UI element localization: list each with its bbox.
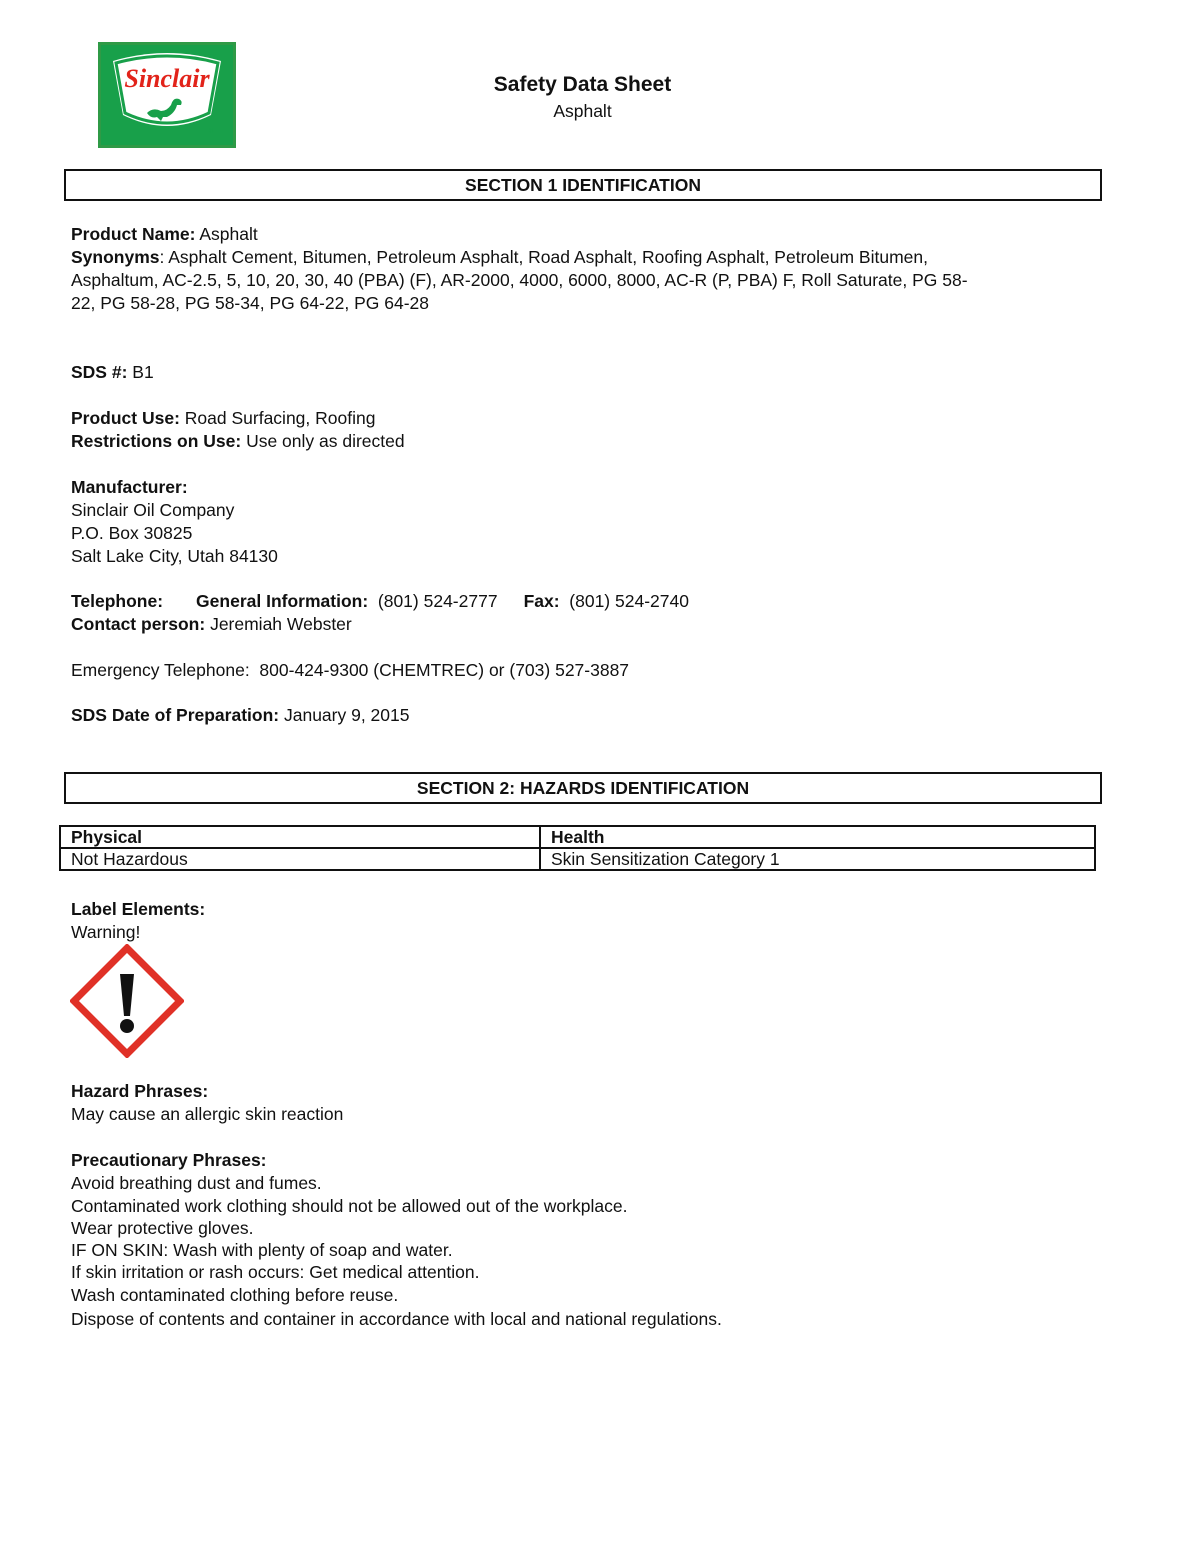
- table-cell-health: Skin Sensitization Category 1: [540, 848, 1095, 870]
- precautionary-phrase: Contaminated work clothing should not be allowed out of the workplace.: [71, 1196, 628, 1216]
- svg-text:®: ®: [208, 127, 215, 135]
- exclamation-mark-ghs-icon: [70, 944, 184, 1058]
- synonyms-row-1: [71, 246, 928, 269]
- section1-heading: SECTION 1 IDENTIFICATION: [64, 169, 1102, 201]
- sds-number-value: B1: [132, 362, 154, 382]
- emergency-phone: 800-424-9300 (CHEMTREC) or (703) 527-3887: [259, 660, 630, 680]
- precautionary-phrase: If skin irritation or rash occurs: Get medical attention.: [71, 1262, 480, 1282]
- synonyms-label: Synonyms: [71, 247, 160, 267]
- label-elements-label: Label Elements:: [71, 899, 206, 919]
- product-use-row: [71, 407, 375, 430]
- hazard-classification-table: [59, 825, 1096, 871]
- manufacturer-name: Sinclair Oil Company: [71, 500, 235, 520]
- contact-name: Jeremiah Webster: [210, 614, 352, 634]
- table-header-row: [60, 826, 1095, 848]
- fax-number: (801) 524-2740: [569, 591, 689, 611]
- table-header-health: Health: [540, 826, 1095, 848]
- product-use-label: Product Use:: [71, 408, 180, 428]
- table-header-physical: Physical: [60, 826, 540, 848]
- contact-row: [71, 613, 352, 636]
- contact-label: Contact person:: [71, 614, 206, 634]
- hazard-phrases-label: Hazard Phrases:: [71, 1081, 209, 1101]
- precautionary-phrase: Avoid breathing dust and fumes.: [71, 1173, 322, 1193]
- product-name-row: [71, 223, 258, 246]
- telephone-row: [71, 590, 689, 613]
- sds-number-label: SDS #:: [71, 362, 128, 382]
- precautionary-phrase: Wear protective gloves.: [71, 1218, 254, 1238]
- manufacturer-label: Manufacturer:: [71, 477, 188, 497]
- synonyms-line-2: Asphaltum, AC-2.5, 5, 10, 20, 30, 40 (PBA) (F), AR-2000, 4000, 6000, 8000, AC-R (P, PBA) F, Roll Saturate, PG 58-: [71, 270, 968, 290]
- synonyms-line-1: : Asphalt Cement, Bitumen, Petroleum Asphalt, Road Asphalt, Roofing Asphalt, Petroleum Bitumen,: [159, 247, 928, 267]
- product-name-value: Asphalt: [199, 224, 258, 244]
- hazard-phrase: May cause an allergic skin reaction: [71, 1104, 344, 1124]
- precautionary-phrase: IF ON SKIN: Wash with plenty of soap and water.: [71, 1240, 453, 1260]
- prep-date-value: January 9, 2015: [283, 705, 410, 725]
- telephone-label: Telephone:: [71, 591, 164, 611]
- precautionary-phrase: Wash contaminated clothing before reuse.: [71, 1285, 399, 1305]
- general-info-label: General Information:: [196, 591, 369, 611]
- section2-heading: SECTION 2: HAZARDS IDENTIFICATION: [64, 772, 1102, 804]
- manufacturer-address-1: P.O. Box 30825: [71, 523, 193, 543]
- document-title: Safety Data Sheet: [493, 73, 672, 96]
- prep-date-row: [71, 704, 410, 727]
- prep-date-label: SDS Date of Preparation:: [71, 705, 280, 725]
- synonyms-line-3: 22, PG 58-28, PG 58-34, PG 64-22, PG 64-28: [71, 293, 429, 313]
- manufacturer-address-2: Salt Lake City, Utah 84130: [71, 546, 278, 566]
- precautionary-phrase: Dispose of contents and container in accordance with local and national regulations.: [71, 1309, 722, 1329]
- table-row: [60, 848, 1095, 870]
- product-use-value: Road Surfacing, Roofing: [184, 408, 376, 428]
- restrictions-row: [71, 430, 405, 453]
- logo-wordmark: Sinclair: [124, 64, 210, 93]
- table-cell-physical: Not Hazardous: [60, 848, 540, 870]
- sds-number-row: [71, 361, 154, 384]
- restrictions-label: Restrictions on Use:: [71, 431, 242, 451]
- precautionary-phrases-label: Precautionary Phrases:: [71, 1150, 267, 1170]
- document-subtitle: Asphalt: [553, 101, 612, 121]
- emergency-row: [71, 659, 629, 682]
- fax-label: Fax:: [523, 591, 560, 611]
- general-info-phone: (801) 524-2777: [377, 591, 498, 611]
- product-name-label: Product Name:: [71, 224, 196, 244]
- signal-word: Warning!: [71, 922, 141, 942]
- emergency-label: Emergency Telephone:: [71, 660, 250, 680]
- restrictions-value: Use only as directed: [246, 431, 405, 451]
